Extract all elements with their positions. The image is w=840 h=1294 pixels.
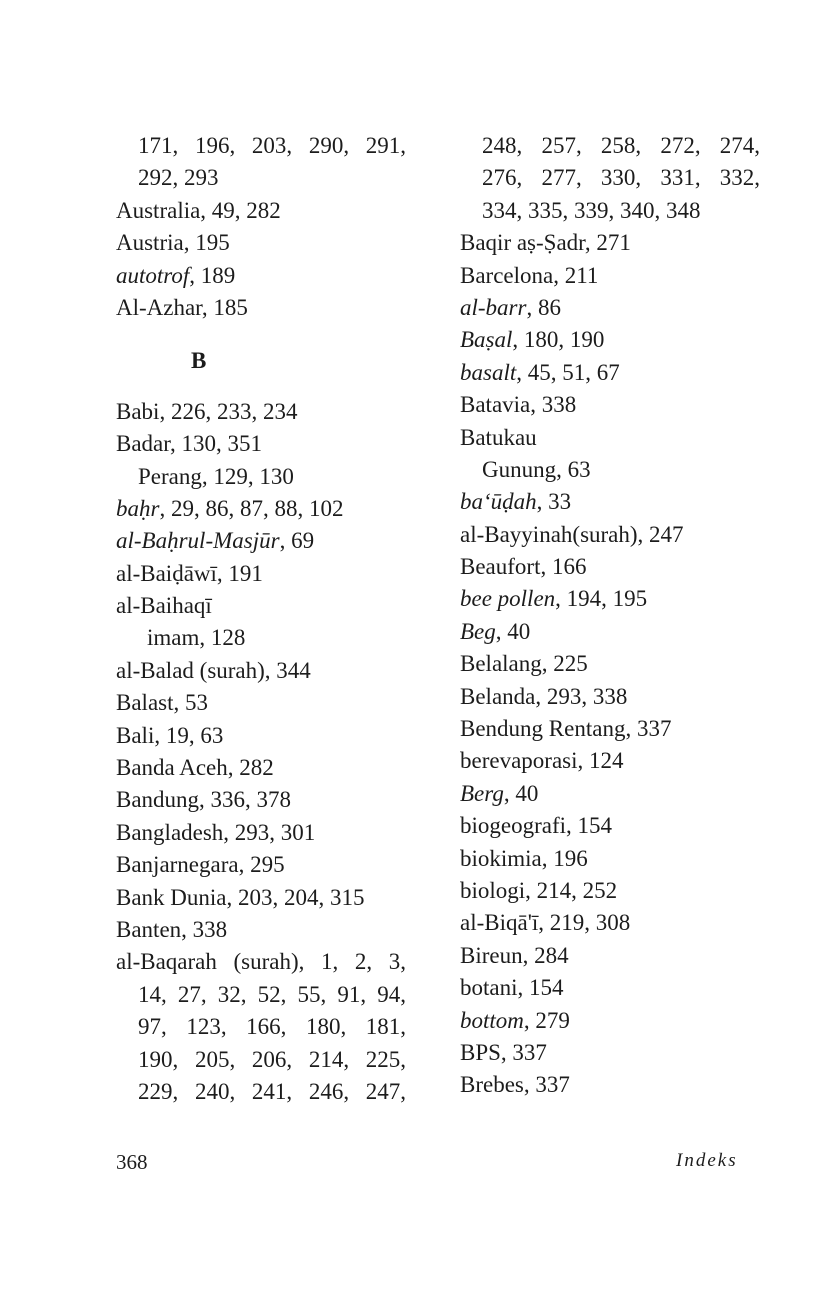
index-text: biogeografi, 154 <box>460 813 613 839</box>
index-term-italic: Baṣal <box>460 327 513 353</box>
index-text: berevaporasi, 124 <box>460 748 624 774</box>
index-text: Bali, 19, 63 <box>116 722 224 748</box>
index-text: , 29, 86, 87, 88, 102 <box>159 495 344 521</box>
index-entry-line <box>116 817 406 849</box>
index-text: al-Balad (surah), 344 <box>116 657 311 683</box>
section-spacer <box>116 378 406 396</box>
index-text: botani, 154 <box>460 975 564 1001</box>
index-entry-line <box>116 493 406 525</box>
index-text: , 86 <box>526 294 561 320</box>
index-text: Al-Azhar, 185 <box>116 294 248 320</box>
index-entry-line <box>116 590 406 622</box>
index-entry-line <box>460 422 760 454</box>
index-text: Gunung, 63 <box>482 456 591 482</box>
index-entry-line <box>460 519 760 551</box>
index-entry-line <box>460 907 760 939</box>
index-text: , 180, 190 <box>512 327 605 353</box>
index-text: al-Bayyinah(surah), 247 <box>460 521 684 547</box>
index-text: biokimia, 196 <box>460 845 588 871</box>
index-subentry-line <box>116 1076 406 1108</box>
index-text: 14, 27, 32, 52, 55, 91, 94, <box>138 981 406 1007</box>
index-text: Banten, 338 <box>116 916 228 942</box>
index-entry-line <box>460 292 760 324</box>
index-text: Balast, 53 <box>116 690 208 716</box>
index-term-italic: bottom <box>460 1007 524 1033</box>
index-subentry-line <box>116 461 406 493</box>
section-spacer <box>116 324 406 345</box>
index-term-italic: autotrof <box>116 262 190 288</box>
index-entry-line <box>460 1069 760 1101</box>
index-text: 97, 123, 166, 180, 181, <box>138 1014 406 1040</box>
index-text: 276, 277, 330, 331, 332, <box>482 165 760 191</box>
index-entry-line <box>460 843 760 875</box>
index-text: , 40 <box>503 780 539 806</box>
index-text: Batavia, 338 <box>460 392 577 418</box>
index-entry-line <box>116 260 406 292</box>
index-term-italic: bee pollen <box>460 586 556 612</box>
index-entry-line <box>116 195 406 227</box>
index-subentry-line <box>116 130 406 162</box>
index-entry-line <box>460 778 760 810</box>
index-term-italic: baḥr <box>116 495 160 521</box>
index-text: Barcelona, 211 <box>460 262 599 288</box>
index-entry-line <box>116 752 406 784</box>
index-text: Beaufort, 166 <box>460 554 587 580</box>
index-text: , 69 <box>279 528 315 554</box>
index-entry-line <box>460 389 760 421</box>
index-column-right <box>460 130 760 1102</box>
index-entry-line <box>116 655 406 687</box>
index-text: 171, 196, 203, 290, 291, <box>138 133 406 158</box>
page-number: 368 <box>116 1150 148 1174</box>
index-text: , 33 <box>536 489 572 515</box>
index-entry-line <box>116 946 406 978</box>
index-entry-line <box>116 849 406 881</box>
index-text: 248, 257, 258, 272, 274, <box>482 133 760 158</box>
index-text: Banda Aceh, 282 <box>116 755 274 781</box>
index-entry-line <box>116 720 406 752</box>
index-entry-line <box>460 551 760 583</box>
index-entry-line <box>460 616 760 648</box>
index-entry-line <box>116 882 406 914</box>
index-entry-line <box>116 292 406 324</box>
index-text: al-Baihaqī <box>116 593 212 619</box>
index-subentry-line <box>116 979 406 1011</box>
index-entry-line <box>116 227 406 259</box>
index-text: 190, 205, 206, 214, 225, <box>138 1046 406 1072</box>
index-subentry-line <box>116 622 406 654</box>
index-entry-line <box>116 396 406 428</box>
index-entry-line <box>460 648 760 680</box>
index-text: Austria, 195 <box>116 230 230 256</box>
index-text: 334, 335, 339, 340, 348 <box>482 197 701 223</box>
index-entry-line <box>116 914 406 946</box>
index-text: , 194, 195 <box>555 586 648 612</box>
index-subentry-line <box>460 130 760 162</box>
index-entry-line <box>116 428 406 460</box>
index-entry-line <box>460 681 760 713</box>
index-text: Banjarnegara, 295 <box>116 852 285 878</box>
index-text: Belalang, 225 <box>460 651 588 677</box>
section-letter-heading: B <box>191 348 207 374</box>
index-text: Bank Dunia, 203, 204, 315 <box>116 884 365 910</box>
running-title: Indeks <box>676 1150 738 1171</box>
index-text: Baqir aṣ-Ṣadr, 271 <box>460 230 631 256</box>
index-entry-line <box>460 324 760 356</box>
index-text: , 279 <box>523 1007 570 1033</box>
index-text: Bendung Rentang, 337 <box>460 716 672 742</box>
index-subentry-line <box>460 454 760 486</box>
index-text: , 45, 51, 67 <box>516 359 620 385</box>
index-text: Australia, 49, 282 <box>116 197 281 223</box>
index-entry-line <box>460 972 760 1004</box>
index-entry-line <box>460 745 760 777</box>
index-subentry-line <box>116 1011 406 1043</box>
index-text: al-Baqarah (surah), 1, 2, 3, <box>116 949 406 975</box>
index-subentry-line <box>116 1044 406 1076</box>
index-entry-line <box>460 940 760 972</box>
index-text: 292, 293 <box>138 165 219 191</box>
index-text: al-Baiḍāwī, 191 <box>116 560 263 586</box>
index-entry-line <box>116 784 406 816</box>
index-text: Babi, 226, 233, 234 <box>116 398 298 424</box>
index-term-italic: al-barr <box>460 294 527 320</box>
index-text: imam, 128 <box>147 625 246 651</box>
index-entry-line <box>460 486 760 518</box>
index-entry-line <box>460 1005 760 1037</box>
index-text: Badar, 130, 351 <box>116 431 262 457</box>
index-text: Batukau <box>460 424 537 450</box>
index-text: Bireun, 284 <box>460 942 569 968</box>
index-text: al-Biqā'ī, 219, 308 <box>460 910 631 936</box>
index-entry-line <box>116 525 406 557</box>
index-text: Bangladesh, 293, 301 <box>116 819 316 845</box>
index-term-italic: al-Baḥrul-Masjūr <box>116 528 280 554</box>
index-subentry-line <box>460 195 760 227</box>
index-entry-line <box>116 687 406 719</box>
index-entry-line <box>460 583 760 615</box>
index-text: 229, 240, 241, 246, 247, <box>138 1078 406 1104</box>
index-text: biologi, 214, 252 <box>460 877 618 903</box>
index-text: , 40 <box>495 618 531 644</box>
index-entry-line <box>116 558 406 590</box>
index-entry-line <box>460 810 760 842</box>
index-text: , 189 <box>189 262 236 288</box>
index-entry-line <box>460 357 760 389</box>
index-entry-line <box>460 1037 760 1069</box>
index-subentry-line <box>460 162 760 194</box>
index-text: Brebes, 337 <box>460 1072 570 1098</box>
index-term-italic: ba‘ūḍah <box>460 489 537 515</box>
index-entry-line <box>460 260 760 292</box>
index-subentry-line <box>116 162 406 194</box>
index-text: Bandung, 336, 378 <box>116 787 292 813</box>
index-term-italic: basalt <box>460 359 517 385</box>
index-entry-line <box>460 875 760 907</box>
index-term-italic: Berg <box>460 780 504 806</box>
index-text: Perang, 129, 130 <box>138 463 294 489</box>
index-term-italic: Beg <box>460 618 496 644</box>
index-text: BPS, 337 <box>460 1039 547 1065</box>
index-text: Belanda, 293, 338 <box>460 683 628 709</box>
index-entry-line <box>460 713 760 745</box>
index-entry-line <box>460 227 760 259</box>
index-column-left <box>116 130 406 1108</box>
